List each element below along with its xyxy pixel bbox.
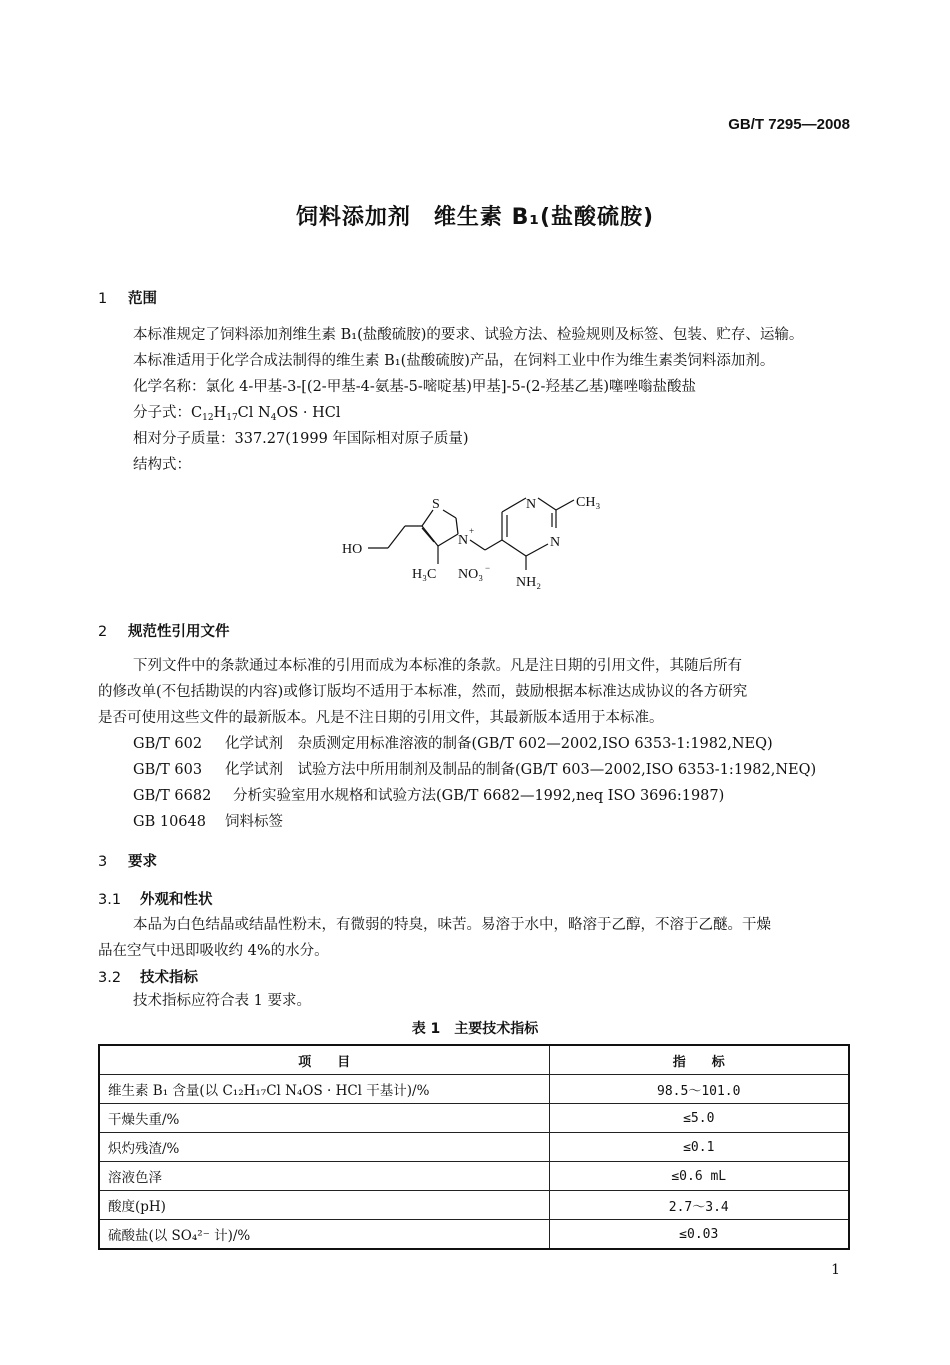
ch3-label: CH₃ <box>576 495 601 510</box>
sulfur-label: S <box>432 497 440 512</box>
formula-c: C <box>191 405 203 421</box>
table-row <box>99 1220 849 1250</box>
table-cell-value: ≤0.1 <box>549 1133 849 1162</box>
molecular-mass: 相对分子质量：337.27(1999 年国际相对原子质量) <box>133 431 469 447</box>
reference-code: GB 10648 <box>133 814 206 830</box>
n1-label: N <box>526 497 537 512</box>
table-cell-item: 维生素 B₁ 含量(以 C₁₂H₁₇Cl N₄OS · HCl 干基计)/% <box>99 1075 549 1104</box>
table-cell-value: ≤0.03 <box>549 1220 849 1250</box>
subsection-title: 技术指标 <box>140 970 198 986</box>
refs-intro-line-2: 的修改单(不包括勘误的内容)或修订版均不适用于本标准，然而，鼓励根据本标准达成协议的各方研究 <box>98 684 748 700</box>
subsection-number: 3.1 <box>98 892 122 908</box>
table-row <box>99 1162 849 1191</box>
subsection-number: 3.2 <box>98 970 122 986</box>
section-title: 范围 <box>128 291 157 307</box>
scope-line-1: 本标准规定了饲料添加剂维生素 B₁(盐酸硫胺)的要求、试验方法、检验规则及标签、包装、贮存、运输。 <box>133 327 804 343</box>
table-cell-item: 酸度(pH) <box>99 1191 549 1220</box>
table-cell-value: ≤5.0 <box>549 1104 849 1133</box>
formula-sub: 17 <box>226 413 238 423</box>
reference-text: 化学试剂 试验方法中所用制剂及制品的制备(GB/T 603—2002,ISO 6353-1:1982,NEQ) <box>225 762 817 778</box>
formula-h: H <box>213 405 227 421</box>
section-1-heading <box>98 287 157 308</box>
page-number: 1 <box>831 1262 840 1278</box>
reference-code: GB/T 603 <box>133 762 203 778</box>
section-number: 1 <box>98 291 108 307</box>
refs-intro-line-1: 下列文件中的条款通过本标准的引用而成为本标准的条款。凡是注日期的引用文件，其随后所有 <box>133 658 742 674</box>
spec-table <box>98 1044 850 1250</box>
section-title: 要求 <box>128 854 157 870</box>
section-number: 2 <box>98 624 108 640</box>
chemical-name: 化学名称：氯化 4-甲基-3-[(2-甲基-4-氨基-5-嘧啶基)甲基]-5-(2-羟基乙基)噻唑嗡盐酸盐 <box>133 379 697 395</box>
refs-intro-line-3: 是否可使用这些文件的最新版本。凡是不注日期的引用文件，其最新版本适用于本标准。 <box>98 710 664 726</box>
formula-rest: OS · HCl <box>276 405 341 421</box>
no3-label: NO₃ <box>458 567 484 582</box>
table-cell-item: 干燥失重/% <box>99 1104 549 1133</box>
reference-item <box>133 783 724 809</box>
structural-formula <box>330 488 620 598</box>
table-cell-value: ≤0.6 mL <box>549 1162 849 1191</box>
formula-cl: Cl <box>237 405 254 421</box>
minus-sign: − <box>485 563 491 573</box>
table-row <box>99 1104 849 1133</box>
reference-text: 饲料标签 <box>225 814 283 830</box>
n-plus-label: N <box>458 533 469 548</box>
reference-item <box>133 731 773 757</box>
appearance-line-1: 本品为白色结晶或结晶性粉末，有微弱的特臭，味苦。易溶于水中，略溶于乙醇，不溶于乙醚。干燥 <box>133 917 771 933</box>
reference-text: 化学试剂 杂质测定用标准溶液的制备(GB/T 602—2002,ISO 6353-1:1982,NEQ) <box>225 736 773 752</box>
section-number: 3 <box>98 854 108 870</box>
ho-label: HO <box>342 542 363 557</box>
table-cell-item: 炽灼残渣/% <box>99 1133 549 1162</box>
scope-line-2: 本标准适用于化学合成法制得的维生素 B₁(盐酸硫胺)产品，在饲料工业中作为维生素类饲料添加剂。 <box>133 353 775 369</box>
subsection-3-2-heading <box>98 966 198 987</box>
table-row <box>99 1191 849 1220</box>
column-header-item: 项 目 <box>99 1045 549 1075</box>
spec-reference-line: 技术指标应符合表 1 要求。 <box>133 993 311 1009</box>
formula-sub: 4 <box>270 413 277 423</box>
section-3-heading <box>98 850 157 871</box>
document-title: 饲料添加剂 维生素 B₁(盐酸硫胺) <box>295 205 655 230</box>
table-cell-value: 98.5～101.0 <box>549 1075 849 1104</box>
standard-code: GB/T 7295—2008 <box>728 116 850 133</box>
subsection-3-1-heading <box>98 888 213 909</box>
reference-text: 分析实验室用水规格和试验方法(GB/T 6682—1992,neq ISO 3696:1987) <box>233 788 725 804</box>
table-caption: 表 1 主要技术指标 <box>411 1021 539 1037</box>
nh2-label: NH₂ <box>516 575 542 590</box>
h3c-label: H₃C <box>412 567 437 582</box>
table-cell-value: 2.7～3.4 <box>549 1191 849 1220</box>
reference-item <box>133 757 816 783</box>
reference-code: GB/T 6682 <box>133 788 212 804</box>
section-title: 规范性引用文件 <box>128 624 230 640</box>
structure-label: 结构式： <box>133 457 191 473</box>
formula-sub: 12 <box>202 413 214 423</box>
table-row <box>99 1075 849 1104</box>
table-cell-item: 硫酸盐(以 SO₄²⁻ 计)/% <box>99 1220 549 1250</box>
subsection-title: 外观和性状 <box>140 892 213 908</box>
table-row <box>99 1133 849 1162</box>
reference-item <box>133 809 283 835</box>
n3-label: N <box>550 535 561 550</box>
appearance-line-2: 品在空气中迅即吸收约 4%的水分。 <box>98 943 329 959</box>
table-cell-item: 溶液色泽 <box>99 1162 549 1191</box>
formula-label: 分子式： <box>133 405 191 421</box>
section-2-heading <box>98 620 230 641</box>
plus-sign: + <box>469 526 475 536</box>
formula-n: N <box>258 405 271 421</box>
reference-code: GB/T 602 <box>133 736 203 752</box>
table-header-row <box>99 1045 849 1075</box>
column-header-value: 指 标 <box>549 1045 849 1075</box>
